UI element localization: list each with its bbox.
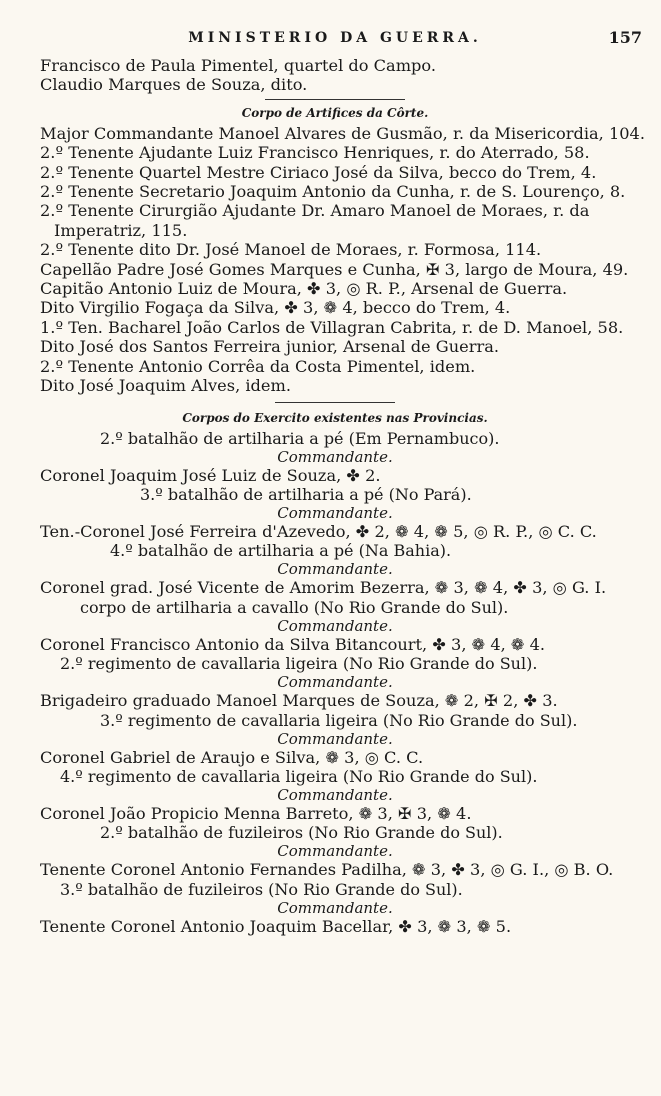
unit-heading: 3.º batalhão de fuzileiros (No Rio Grande do Sul). xyxy=(60,879,463,899)
section-title: Corpos do Exercito existentes nas Provincias. xyxy=(182,410,488,425)
text-line: 2.º Tenente Antonio Corrêa da Costa Pimentel, idem. xyxy=(40,356,476,376)
section-divider xyxy=(265,99,405,100)
page-header xyxy=(40,28,642,56)
unit-heading: 3.º batalhão de artilharia a pé (No Pará). xyxy=(140,484,472,504)
text-line: Capellão Padre José Gomes Marques e Cunha, ✠ 3, largo de Moura, 49. xyxy=(40,259,629,279)
text-line: Dito José Joaquim Alves, idem. xyxy=(40,376,291,396)
commandante-label: Commandante. xyxy=(277,898,393,917)
section-divider xyxy=(275,402,395,403)
text-line: Dito Virgilio Fogaça da Silva, ✤ 3, ❁ 4, becco do Trem, 4. xyxy=(40,298,511,318)
officer-line: Brigadeiro graduado Manoel Marques de Souza, ❁ 2, ✠ 2, ✤ 3. xyxy=(40,691,558,711)
unit-entry xyxy=(40,823,630,879)
officer-line: Coronel grad. José Vicente de Amorim Bezerra, ❁ 3, ❁ 4, ✤ 3, ◎ G. I. xyxy=(40,578,607,598)
text-line: Imperatriz, 115. xyxy=(54,220,188,240)
unit-entry xyxy=(40,880,630,936)
text-line: 2.º Tenente dito Dr. José Manoel de Moraes, r. Formosa, 114. xyxy=(40,240,542,260)
commandante-label: Commandante. xyxy=(277,503,393,522)
unit-entry xyxy=(40,429,630,485)
officer-line: Coronel João Propicio Menna Barreto, ❁ 3, ✠ 3, ❁ 4. xyxy=(40,803,472,823)
section-title: Corpo de Artifices da Côrte. xyxy=(241,105,429,120)
document-page xyxy=(40,28,646,936)
commandante-label: Commandante. xyxy=(277,673,393,692)
officer-line: Ten.-Coronel José Ferreira d'Azevedo, ✤ 2, ❁ 4, ❁ 5, ◎ R. P., ◎ C. C. xyxy=(40,521,597,541)
text-line: 2.º Tenente Cirurgião Ajudante Dr. Amaro Manoel de Moraes, r. da xyxy=(40,201,590,221)
text-line: 2.º Tenente Quartel Mestre Ciriaco José da Silva, becco do Trem, 4. xyxy=(40,162,597,182)
page-number: 157 xyxy=(608,28,642,47)
unit-entry xyxy=(40,485,630,541)
unit-entry xyxy=(40,711,630,767)
commandante-label: Commandante. xyxy=(277,447,393,466)
commandante-label: Commandante. xyxy=(277,785,393,804)
officer-line: Tenente Coronel Antonio Fernandes Padilha, ❁ 3, ✤ 3, ◎ G. I., ◎ B. O. xyxy=(40,860,614,880)
unit-heading: 2.º regimento de cavallaria ligeira (No Rio Grande do Sul). xyxy=(60,654,538,674)
unit-heading: corpo de artilharia a cavallo (No Rio Grande do Sul). xyxy=(80,597,509,617)
officer-line: Coronel Joaquim José Luiz de Souza, ✤ 2. xyxy=(40,465,381,485)
text-line: Major Commandante Manoel Alvares de Gusmão, r. da Misericordia, 104. xyxy=(40,123,646,143)
commandante-label: Commandante. xyxy=(277,560,393,579)
units-list xyxy=(40,429,630,937)
page-title: MINISTERIO DA GUERRA. xyxy=(188,30,482,46)
commandante-label: Commandante. xyxy=(277,842,393,861)
officer-line: Coronel Francisco Antonio da Silva Bitancourt, ✤ 3, ❁ 4, ❁ 4. xyxy=(40,634,546,654)
text-line: Claudio Marques de Souza, dito. xyxy=(40,75,308,95)
unit-heading: 2.º batalhão de fuzileiros (No Rio Grande do Sul). xyxy=(100,823,503,843)
section1-list xyxy=(40,123,646,396)
unit-entry xyxy=(40,767,630,823)
unit-heading: 4.º regimento de cavallaria ligeira (No Rio Grande do Sul). xyxy=(60,766,538,786)
text-line: 2.º Tenente Secretario Joaquim Antonio da Cunha, r. de S. Lourenço, 8. xyxy=(40,182,626,202)
unit-entry xyxy=(40,654,630,710)
unit-heading: 3.º regimento de cavallaria ligeira (No Rio Grande do Sul). xyxy=(100,710,578,730)
unit-heading: 2.º batalhão de artilharia a pé (Em Pernambuco). xyxy=(100,428,500,448)
intro-block xyxy=(40,56,630,95)
text-line: 1.º Ten. Bacharel João Carlos de Villagran Cabrita, r. de D. Manoel, 58. xyxy=(40,317,624,337)
commandante-label: Commandante. xyxy=(277,729,393,748)
unit-entry xyxy=(40,541,630,597)
text-line: Dito José dos Santos Ferreira junior, Arsenal de Guerra. xyxy=(40,337,499,357)
text-line: Francisco de Paula Pimentel, quartel do Campo. xyxy=(40,56,437,75)
unit-entry xyxy=(40,598,630,654)
text-line: 2.º Tenente Ajudante Luiz Francisco Henriques, r. do Aterrado, 58. xyxy=(40,143,590,163)
officer-line: Coronel Gabriel de Araujo e Silva, ❁ 3, ◎ C. C. xyxy=(40,747,424,767)
unit-heading: 4.º batalhão de artilharia a pé (Na Bahia). xyxy=(110,541,452,561)
text-line: Capitão Antonio Luiz de Moura, ✤ 3, ◎ R. P., Arsenal de Guerra. xyxy=(40,279,568,299)
commandante-label: Commandante. xyxy=(277,616,393,635)
officer-line: Tenente Coronel Antonio Joaquim Bacellar, ✤ 3, ❁ 3, ❁ 5. xyxy=(40,916,512,936)
